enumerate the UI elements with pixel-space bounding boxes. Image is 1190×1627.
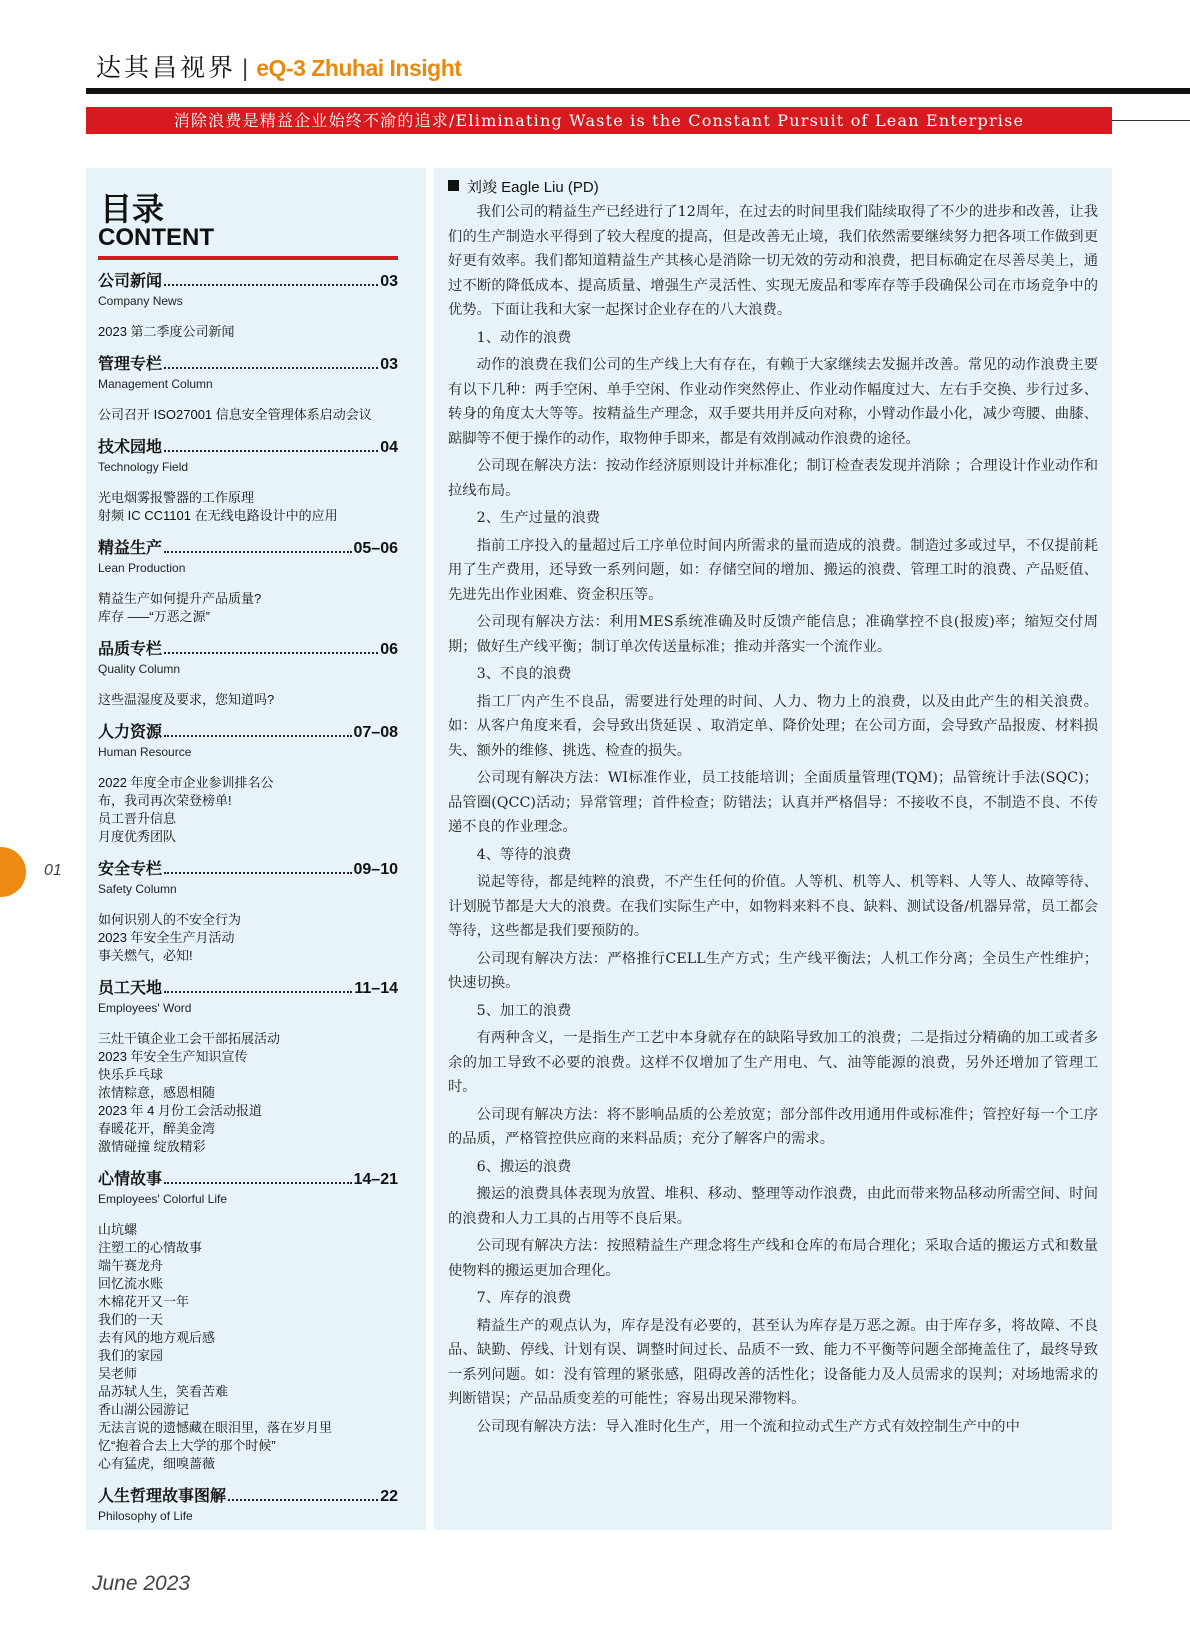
article-paragraph: 指前工序投入的量超过后工序单位时间内所需求的量而造成的浪费。制造过多或过早，不仅提前耗用了生产费用，还导致一系列问题，如：存储空间的增加、搬运的浪费、管理工时的浪费、产品贬值、先进先出作业困难、资金积压等。 [448,537,1098,603]
masthead-title-cn: 达其昌视界 [96,53,237,82]
page-number-dot [0,847,26,897]
toc-item[interactable]: 回忆流水账 [98,1276,164,1291]
toc-section-page: 22 [380,1488,398,1505]
toc-leader-dots [164,872,351,874]
toc-section-english: Employees' Colorful Life [98,1192,228,1206]
toc-item[interactable]: 布，我司再次荣登榜单! [98,793,232,808]
masthead-title-en: eQ-3 Zhuhai Insight [256,55,462,81]
toc-section [98,1170,398,1473]
article-paragraph: 公司现在解决方法：按动作经济原则设计并标准化；制订检查表发现并消除 ；合理设计作业动作和拉线布局。 [448,458,1098,499]
toc-leader-dots [164,450,378,452]
toc-item[interactable]: 2022 年度全市企业参训排名公 [98,775,274,790]
toc-item[interactable]: 激情碰撞 绽放精彩 [98,1139,206,1154]
toc-section-heading[interactable] [98,355,398,375]
toc-item[interactable]: 月度优秀团队 [98,829,177,844]
article-panel [434,168,1112,1530]
toc-section-english: Technology Field [98,460,189,474]
toc-section-items [98,1221,398,1473]
toc-leader-dots [164,652,378,654]
toc-item[interactable]: 公司召开 ISO27001 信息安全管理体系启动会议 [98,407,372,422]
toc-item[interactable]: 无法言说的遗憾藏在眼泪里，落在岁月里 [98,1420,333,1435]
article-paragraph: 公司现有解决方法：将不影响品质的公差放宽；部分部件改用通用件或标准件；管控好每一个工序的品质，严格管控供应商的来料品质；充分了解客户的需求。 [448,1106,1098,1147]
toc-section-english: Quality Column [98,662,181,676]
toc-section-label: 心情故事 [98,1171,163,1188]
banner-side-rule [1112,120,1190,121]
toc-item[interactable]: 去有风的地方观后感 [98,1330,216,1345]
toc-section-english: Human Resource [98,745,192,759]
article-paragraph: 精益生产的观点认为，库存是没有必要的，甚至认为库存是万恶之源。由于库存多，将故障、不良品、缺勤、停线、计划有误、调整时间过长、品质不一致、能力不平衡等问题全部掩盖住了，最终导致一系列问题。如：没有管理的紧张感，阻碍改善的活性化；设备能力及人员需求的误判；对场地需求的判断错误；产品品质变差的可能性；容易出现呆滞物料。 [448,1317,1098,1407]
toc-section [98,438,398,525]
toc-section-heading[interactable] [98,640,398,660]
toc-item[interactable]: 浓情粽意，感恩相随 [98,1085,216,1100]
toc-red-bar [98,256,398,260]
toc-item[interactable]: 山坑螺 [98,1222,138,1237]
toc-section-heading[interactable] [98,723,398,743]
footer-date: June 2023 [92,1572,191,1595]
article-paragraph: 公司现有解决方法：导入准时化生产，用一个流和拉动式生产方式有效控制生产中的中 [476,1418,1020,1435]
toc-section-label: 员工天地 [98,980,163,997]
toc-item[interactable]: 光电烟雾报警器的工作原理 [98,490,255,505]
toc-section-heading[interactable] [98,979,398,999]
toc-section-label: 管理专栏 [98,356,163,373]
toc-section-items [98,774,398,846]
toc-item[interactable]: 心有猛虎，细嗅蔷薇 [98,1456,216,1471]
toc-section-page: 03 [380,356,398,373]
toc-item[interactable]: 品苏轼人生，笑看苦难 [98,1384,229,1399]
toc-item[interactable]: 吴老师 [98,1366,138,1381]
toc-item[interactable]: 2023 年安全生产知识宣传 [98,1049,248,1064]
toc-item[interactable]: 我们的家园 [98,1348,164,1363]
toc-section-items [98,691,398,709]
toc-leader-dots [164,284,378,286]
toc-section-page: 04 [380,439,398,456]
article-author [448,178,599,198]
toc-section-items [98,590,398,626]
toc-leader-dots [164,367,378,369]
article-subheading: 3、不良的浪费 [476,666,572,682]
article-paragraph: 公司现有解决方法：WI标准作业，员工技能培训；全面质量管理(TQM)；品管统计手法(SQC)；品管圈(QCC)活动；异常管理；首件检查；防错法；认真并严格倡导：不接收不良，不制造不良、不传递不良的作业理念。 [448,770,1098,835]
toc-section-label: 公司新闻 [98,273,163,290]
author-name: 刘竣 Eagle Liu (PD) [467,179,599,196]
masthead [96,48,461,88]
toc-section-label: 品质专栏 [98,641,163,658]
article-subheading: 2、生产过量的浪费 [476,510,601,526]
article-subheading: 7、库存的浪费 [476,1290,572,1306]
page-number: 01 [44,862,62,879]
toc-title-en: CONTENT [98,224,214,251]
article-body [448,200,1098,1442]
toc-section-label: 技术园地 [98,439,163,456]
toc-section-page: 07–08 [353,724,398,741]
header-rule [86,88,1190,94]
toc-item[interactable]: 我们的一天 [98,1312,164,1327]
toc-section-items [98,489,398,525]
toc-section-page: 14–21 [353,1171,398,1188]
toc-section-items [98,1030,398,1156]
article-paragraph: 我们公司的精益生产已经进行了12周年，在过去的时间里我们陆续取得了不少的进步和改善，让我们的生产制造水平得到了较大程度的提高，但是改善无止境，我们依然需要继续努力把各项工作做到更好更有效率。我们都知道精益生产其核心是消除一切无效的劳动和浪费，把目标确定在尽善尽美上，通过不断的降低成本、提高质量、增强生产灵活性、实现无废品和零库存等手段确保公司在市场竞争中的优势。下面让我和大家一起探讨企业存在的八大浪费。 [448,204,1098,318]
toc-leader-dots [164,991,352,993]
toc-section-english: Lean Production [98,561,186,575]
toc-section-heading[interactable] [98,860,398,880]
toc-section-items [98,406,398,424]
toc-item[interactable]: 2023 年安全生产月活动 [98,930,235,945]
toc-item[interactable]: 精益生产如何提升产品质量? [98,591,262,606]
toc-section-english: Company News [98,294,183,308]
article-paragraph: 公司现有解决方法：利用MES系统准确及时反馈产能信息；准确掌控不良(报废)率；缩短交付周期；做好生产线平衡；制订单次传送量标准；推动并落实一个流作业。 [448,614,1098,655]
toc-item[interactable]: 库存 –––“万恶之源” [98,609,210,624]
toc-section [98,640,398,709]
article-paragraph: 指工厂内产生不良品，需要进行处理的时间、人力、物力上的浪费，以及由此产生的相关浪费。如：从客户角度来看，会导致出货延误 、取消定单、降价处理；在公司方面，会导致产品报废、材料损失、额外的维修、挑选、检查的损失。 [448,693,1098,759]
toc-section-items [98,911,398,965]
toc-section-english: Philosophy of Life [98,1509,193,1523]
toc-section-heading[interactable] [98,272,398,292]
article-subheading: 4、等待的浪费 [476,846,572,863]
toc-item[interactable]: 事关燃气，必知! [98,948,193,963]
toc-section-page: 06 [380,641,398,658]
toc-item[interactable]: 这些温湿度及要求，您知道吗? [98,692,275,707]
article-paragraph: 说起等待，都是纯粹的浪费，不产生任何的价值。人等机、机等人、机等料、人等人、故障等待、计划脱节都是大大的浪费。在我们实际生产中，如物料来料不良、缺料、测试设备/机器异常，员工都会等待，这些都是我们要预防的。 [448,874,1098,939]
table-of-contents [86,168,426,1530]
article-paragraph: 动作的浪费在我们公司的生产线上大有存在，有赖于大家继续去发掘并改善。常见的动作浪费主要有以下几种：两手空闲、单手空闲、作业动作突然停止、作业动作幅度过大、左右手交换、步行过多、转身的角度太大等等。按精益生产理念，双手要共用并反向对称，小臂动作最小化，减少弯腰、曲膝、踮脚等不便于操作的动作，取物伸手即来，都是有效削减动作浪费的途径。 [448,357,1098,447]
banner: 消除浪费是精益企业始终不渝的追求/Eliminating Waste is the Constant Pursuit of Lean Enterprise [86,107,1112,134]
toc-leader-dots [164,551,351,553]
toc-item[interactable]: 三灶干镇企业工会干部拓展活动 [98,1031,281,1046]
toc-section [98,860,398,965]
toc-item[interactable]: 员工晋升信息 [98,811,177,826]
toc-item[interactable]: 香山湖公园游记 [98,1402,190,1417]
toc-item[interactable]: 注塑工的心情故事 [98,1240,203,1255]
square-bullet-icon [448,180,459,191]
toc-list [98,264,398,1524]
toc-section-heading[interactable] [98,539,398,559]
toc-section-page: 03 [380,273,398,290]
toc-section-page: 05–06 [353,540,398,557]
toc-section-label: 人力资源 [98,724,163,741]
toc-leader-dots [228,1499,378,1501]
toc-section-heading[interactable] [98,1487,398,1507]
toc-item[interactable]: 如何识别人的不安全行为 [98,912,242,927]
article-paragraph: 有两种含义，一是指生产工艺中本身就存在的缺陷导致加工的浪费；二是指过分精确的加工或者多余的加工导致不必要的浪费。这样不仅增加了生产用电、气、油等能源的浪费，另外还增加了管理工时。 [448,1030,1098,1095]
toc-item[interactable]: 射频 IC CC1101 在无线电路设计中的应用 [98,508,338,523]
toc-section-english: Employees' Word [98,1001,192,1015]
article-subheading: 5、加工的浪费 [476,1002,572,1019]
toc-section-label: 人生哲理故事图解 [98,1488,227,1505]
toc-section-heading[interactable] [98,438,398,458]
toc-section [98,539,398,626]
toc-item[interactable]: 端午赛龙舟 [98,1258,164,1273]
toc-section [98,355,398,424]
toc-leader-dots [164,1182,351,1184]
toc-item[interactable]: 春暖花开，醉美金湾 [98,1121,216,1136]
toc-section-heading[interactable] [98,1170,398,1190]
toc-section [98,979,398,1156]
toc-item[interactable]: 快乐乒乓球 [98,1067,164,1082]
toc-item[interactable]: 2023 年 4 月份工会活动报道 [98,1103,262,1118]
toc-leader-dots [164,735,351,737]
toc-section [98,723,398,846]
article-subheading: 6、搬运的浪费 [476,1158,572,1175]
toc-section-page: 09–10 [353,861,398,878]
toc-section [98,1487,398,1524]
toc-section-label: 安全专栏 [98,861,163,878]
article-subheading: 1、动作的浪费 [476,329,572,346]
toc-section-items [98,323,398,341]
toc-item[interactable]: 2023 第二季度公司新闻 [98,324,235,339]
toc-title-cn: 目录 [100,191,165,227]
toc-section-english: Management Column [98,377,213,391]
article-paragraph: 公司现有解决方法：严格推行CELL生产方式；生产线平衡法；人机工作分离；全员生产性维护；快速切换。 [448,950,1098,991]
toc-section-page: 11–14 [354,980,398,997]
toc-item[interactable]: 木棉花开又一年 [98,1294,190,1309]
toc-section [98,272,398,341]
article-paragraph: 搬运的浪费具体表现为放置、堆积、移动、整理等动作浪费，由此而带来物品移动所需空间、时间的浪费和人力工具的占用等不良后果。 [448,1186,1098,1227]
masthead-separator: | [242,55,249,82]
toc-section-label: 精益生产 [98,540,163,557]
article-paragraph: 公司现有解决方法：按照精益生产理念将生产线和仓库的布局合理化；采取合适的搬运方式和数量使物料的搬运更加合理化。 [448,1238,1098,1279]
toc-item[interactable]: 忆“抱着合去上大学的那个时候” [98,1438,276,1453]
toc-section-english: Safety Column [98,882,177,896]
